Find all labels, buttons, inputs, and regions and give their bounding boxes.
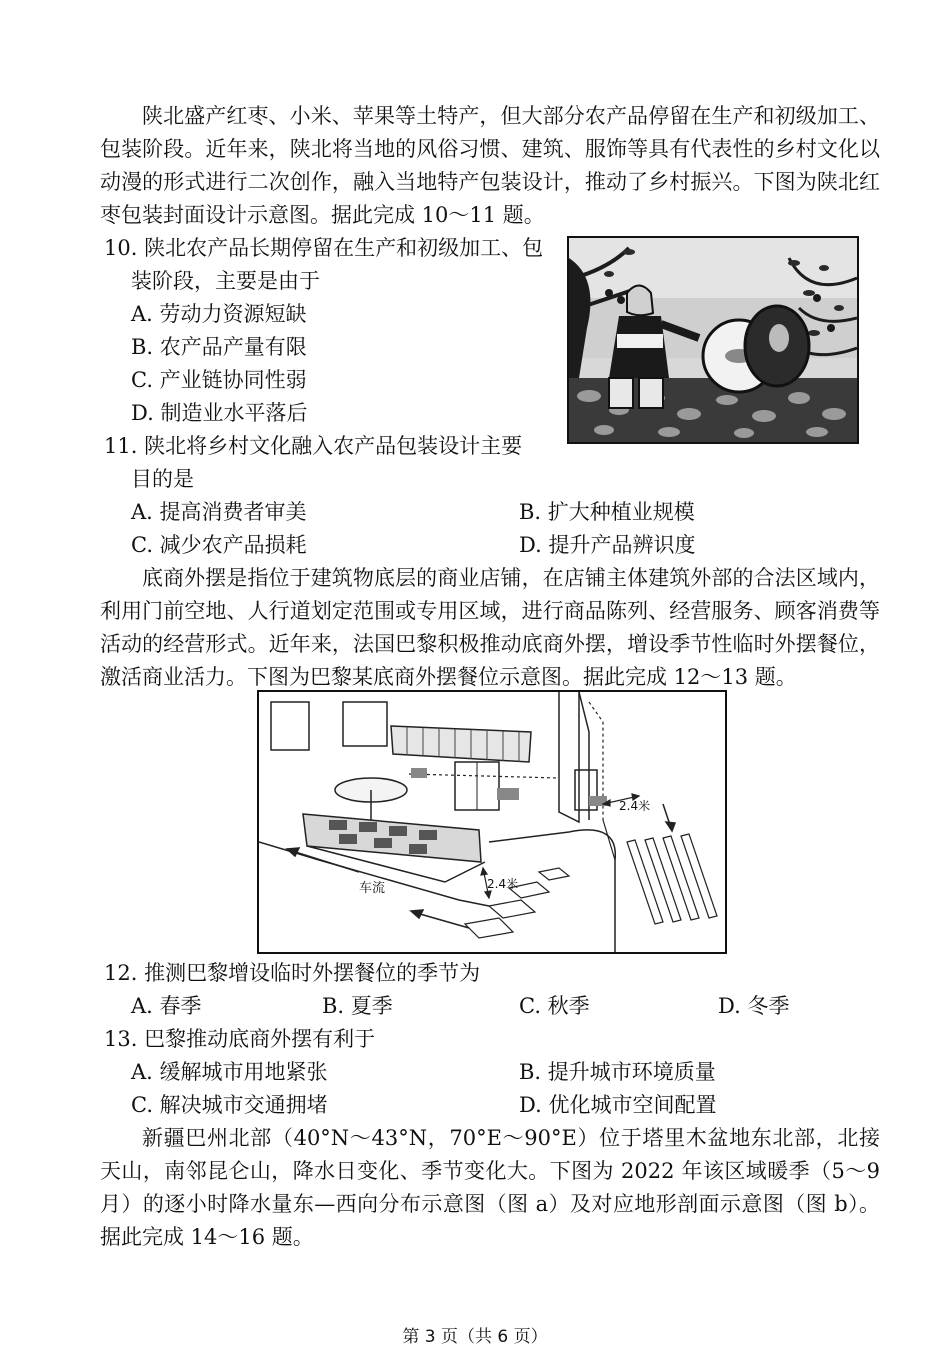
- question-10-stem: 10. 陕北农产品长期停留在生产和初级加工、包: [104, 236, 544, 260]
- question-11-stem: 11. 陕北将乡村文化融入农产品包装设计主要: [104, 434, 523, 458]
- question-10-option-c[interactable]: C. 产业链协同性弱: [131, 368, 307, 392]
- street-diagram: [259, 692, 725, 952]
- packaging-illustration: [569, 238, 857, 442]
- dimension-label-bottom: 2.4米: [487, 877, 519, 891]
- question-11-option-c[interactable]: C. 减少农产品损耗: [131, 533, 307, 557]
- question-12-option-b[interactable]: B. 夏季: [322, 994, 393, 1018]
- question-11-option-a[interactable]: A. 提高消费者审美: [131, 500, 307, 524]
- question-10-option-b[interactable]: B. 农产品产量有限: [131, 335, 307, 359]
- question-12-option-d[interactable]: D. 冬季: [718, 994, 790, 1018]
- question-11-option-b[interactable]: B. 扩大种植业规模: [519, 500, 695, 524]
- passage-jujube: 陕北盛产红枣、小米、苹果等土特产，但大部分农产品停留在生产和初级加工、包装阶段。近年来，陕北将当地的风俗习惯、建筑、服饰等具有代表性的乡村文化以动漫的形式进行二次创作，融入当地特产包装设计，推动了乡村振兴。下图为陕北红枣包装封面设计示意图。据此完成 10～11 题。: [100, 104, 880, 227]
- question-10-option-a[interactable]: A. 劳动力资源短缺: [131, 302, 307, 326]
- jujube-packaging-figure: [567, 236, 859, 444]
- question-10-stem-cont: 装阶段，主要是由于: [131, 269, 320, 293]
- question-13-stem: 13. 巴黎推动底商外摆有利于: [104, 1027, 376, 1051]
- passage-xinjiang: 新疆巴州北部（40°N～43°N，70°E～90°E）位于塔里木盆地东北部，北接天山，南邻昆仑山，降水日变化、季节变化大。下图为 2022 年该区域暖季（5～9 月）的逐小时降水量东—西向分布示意图（图 a）及对应地形剖面示意图（图 b）。据此完成 14～16 题。: [100, 1126, 880, 1249]
- question-12-option-a[interactable]: A. 春季: [131, 994, 202, 1018]
- question-13-option-c[interactable]: C. 解决城市交通拥堵: [131, 1093, 328, 1117]
- question-11-stem-cont: 目的是: [131, 467, 194, 491]
- question-13-option-d[interactable]: D. 优化城市空间配置: [519, 1093, 717, 1117]
- paris-dining-figure: [257, 690, 727, 954]
- question-10-option-d[interactable]: D. 制造业水平落后: [131, 401, 308, 425]
- traffic-flow-label: 车流: [359, 881, 386, 896]
- question-12-option-c[interactable]: C. 秋季: [519, 994, 590, 1018]
- question-11-option-d[interactable]: D. 提升产品辨识度: [519, 533, 696, 557]
- passage-paris-outdoor-dining: 底商外摆是指位于建筑物底层的商业店铺，在店铺主体建筑外部的合法区域内，利用门前空地、人行道划定范围或专用区域，进行商品陈列、经营服务、顾客消费等活动的经营形式。近年来，法国巴黎积极推动底商外摆，增设季节性临时外摆餐位，激活商业活力。下图为巴黎某底商外摆餐位示意图。据此完成 12～13 题。: [100, 566, 880, 689]
- page-footer: 第 3 页（共 6 页）: [402, 1327, 548, 1347]
- question-13-option-b[interactable]: B. 提升城市环境质量: [519, 1060, 716, 1084]
- question-13-option-a[interactable]: A. 缓解城市用地紧张: [131, 1060, 328, 1084]
- question-12-stem: 12. 推测巴黎增设临时外摆餐位的季节为: [104, 961, 481, 985]
- dimension-label-top: 2.4米: [619, 799, 651, 813]
